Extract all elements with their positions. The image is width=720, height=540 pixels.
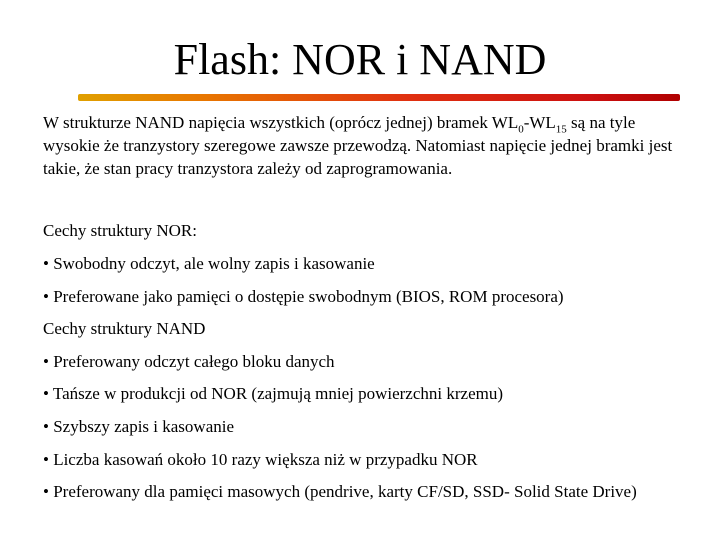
nor-item: • Preferowane jako pamięci o dostępie swobodnym (BIOS, ROM procesora)	[43, 287, 564, 306]
intro-text-part-2: -WL	[523, 113, 556, 132]
intro-subscript-15: 15	[555, 123, 567, 136]
nand-item: • Liczba kasowań około 10 razy większa niż w przypadku NOR	[43, 450, 478, 469]
intro-text-part-3: są na tyle wysokie że tranzystory szeregowe zawsze przewodzą. Natomiast napięcie jednej bramki jest takie, że stan pracy tranzystora zależy od zaprogramowania.	[43, 113, 673, 178]
title-underline-rule	[78, 94, 680, 101]
nor-item: • Swobodny odczyt, ale wolny zapis i kasowanie	[43, 254, 375, 273]
intro-text-part-1: W strukturze NAND napięcia wszystkich (oprócz jednej) bramek WL	[43, 113, 519, 132]
nand-item: • Preferowany odczyt całego bloku danych	[43, 352, 335, 371]
nand-heading: Cechy struktury NAND	[43, 319, 206, 338]
slide-title: Flash: NOR i NAND	[173, 35, 547, 84]
intro-subscript-0: 0	[518, 123, 524, 136]
nand-item: • Szybszy zapis i kasowanie	[43, 417, 235, 436]
nand-item: • Tańsze w produkcji od NOR (zajmują mniej powierzchni krzemu)	[43, 384, 504, 403]
nand-item: • Preferowany dla pamięci masowych (pendrive, karty CF/SD, SSD- Solid State Drive)	[43, 482, 637, 501]
intro-paragraph	[43, 111, 693, 180]
nor-heading: Cechy struktury NOR:	[43, 221, 197, 240]
